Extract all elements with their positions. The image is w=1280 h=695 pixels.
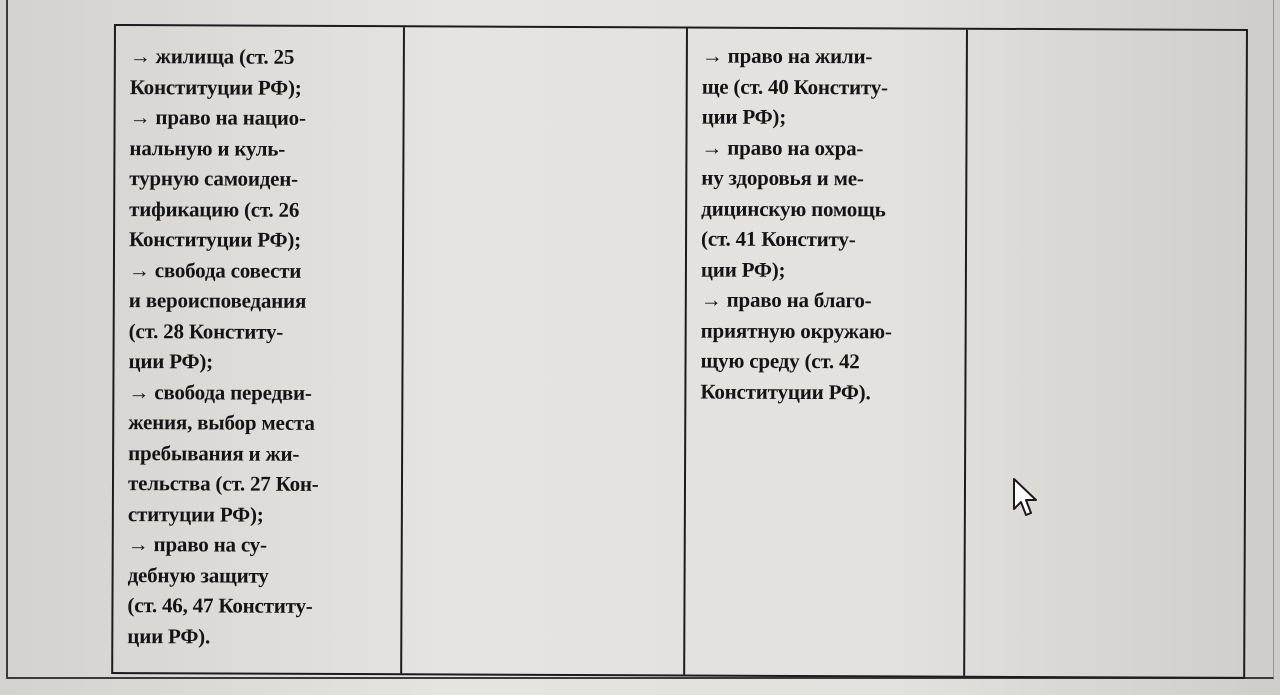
table-line: → право на жили-	[701, 43, 873, 69]
table-line: ции РФ);	[128, 349, 214, 374]
mouse-pointer-icon	[1012, 477, 1040, 519]
table-line: → право на благо-	[700, 287, 872, 313]
table-line: → право на охра-	[701, 135, 864, 160]
table-line: и вероисповедания	[128, 288, 307, 313]
table-column-1	[113, 26, 405, 673]
table-line: → право на нацио-	[129, 105, 306, 130]
table-line: → свобода совести	[128, 257, 302, 283]
table-line: нальную и куль-	[129, 135, 286, 161]
table-line: щую среду (ст. 42	[700, 348, 860, 374]
table-line: турную самоиден-	[129, 166, 299, 191]
table-line: ще (ст. 40 Конститу-	[701, 74, 888, 99]
table-line: тификацию (ст. 26	[129, 196, 300, 222]
table-column-2	[402, 27, 688, 674]
table-line: (ст. 41 Конститу-	[701, 226, 856, 252]
table-line: дебную защиту	[127, 562, 269, 588]
table-line: (ст. 46, 47 Конститу-	[127, 593, 313, 618]
table-line: жения, выбор места	[128, 410, 315, 435]
table-line: приятную окружаю-	[700, 318, 892, 343]
table-line: ну здоровья и ме-	[701, 165, 864, 191]
rights-table	[111, 24, 1248, 679]
table-line: (ст. 28 Конститу-	[128, 318, 284, 344]
table-line: Конституции РФ);	[129, 74, 302, 100]
table-column-3	[685, 29, 968, 676]
table-line: → право на су-	[127, 532, 267, 557]
table-line: пребывания и жи-	[128, 440, 300, 466]
table-line: ции РФ);	[700, 257, 786, 282]
table-line: дицинскую помощь	[701, 196, 886, 221]
table-column-4	[965, 30, 1246, 677]
table-line: ции РФ).	[127, 623, 211, 648]
table-line: ции РФ);	[701, 104, 787, 129]
table-line: → жилища (ст. 25	[129, 44, 295, 69]
table-line: → свобода передви-	[128, 379, 312, 405]
table-line: тельства (ст. 27 Кон-	[127, 471, 319, 496]
table-line: Конституции РФ);	[129, 227, 302, 252]
table-line: Конституции РФ).	[700, 379, 871, 404]
table-line: ституции РФ);	[127, 501, 264, 527]
